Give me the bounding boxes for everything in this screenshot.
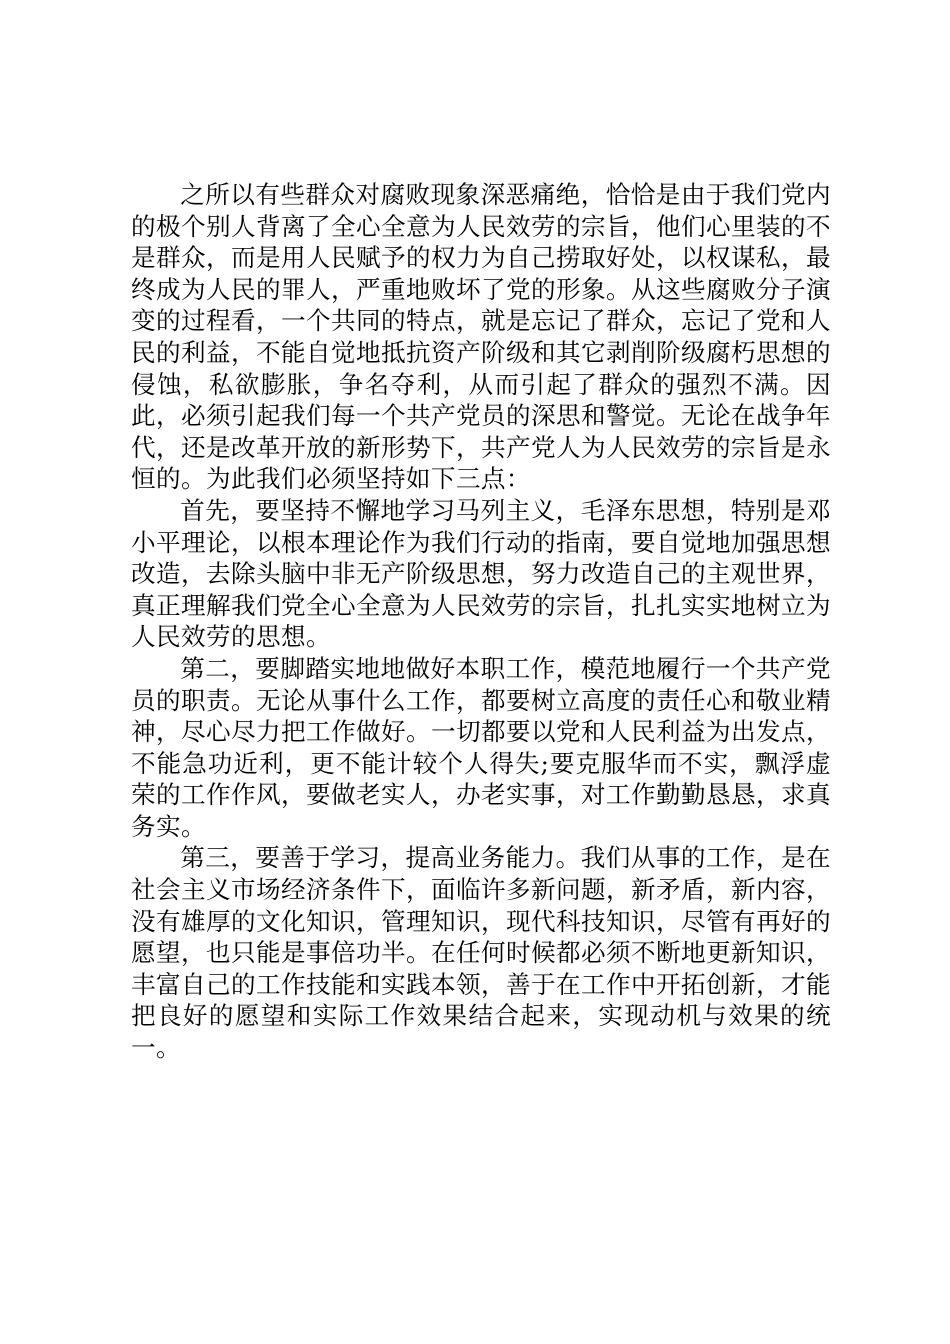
paragraph-intro: 之所以有些群众对腐败现象深恶痛绝，恰恰是由于我们党内的极个别人背离了全心全意为人民效劳的宗旨，他们心里装的不是群众，而是用人民赋予的权力为自己捞取好处，以权谋私，最终成为人民的罪人，严重地败坏了党的形象。从这些腐败分子演变的过程看，一个共同的特点，就是忘记了群众，忘记了党和人民的利益，不能自觉地抵抗资产阶级和其它剥削阶级腐朽思想的侵蚀，私欲膨胀，争名夺利，从而引起了群众的强烈不满。因此，必须引起我们每一个共产党员的深思和警觉。无论在战争年代，还是改革开放的新形势下，共产党人为人民效劳的宗旨是永恒的。为此我们必须坚持如下三点： [131, 180, 831, 494]
paragraph-third-point: 第三，要善于学习，提高业务能力。我们从事的工作，是在社会主义市场经济条件下，面临许多新问题，新矛盾，新内容，没有雄厚的文化知识，管理知识，现代科技知识，尽管有再好的愿望，也只能是事倍功半。在任何时候都必须不断地更新知识，丰富自己的工作技能和实践本领，善于在工作中开拓创新，才能把良好的愿望和实际工作效果结合起来，实现动机与效果的统一。 [131, 843, 831, 1063]
document-body [131, 179, 831, 1064]
paragraph-second-point: 第二，要脚踏实地地做好本职工作，模范地履行一个共产党员的职责。无论从事什么工作，都要树立高度的责任心和敬业精神，尽心尽力把工作做好。一切都要以党和人民利益为出发点，不能急功近利，更不能计较个人得失;要克服华而不实，飘浮虚荣的工作作风，要做老实人，办老实事，对工作勤勤恳恳，求真务实。 [131, 653, 831, 841]
paragraph-first-point: 首先，要坚持不懈地学习马列主义，毛泽东思想，特别是邓小平理论，以根本理论作为我们行动的指南，要自觉地加强思想改造，去除头脑中非无产阶级思想，努力改造自己的主观世界，真正理解我们党全心全意为人民效劳的宗旨，扎扎实实地树立为人民效劳的思想。 [131, 495, 831, 652]
